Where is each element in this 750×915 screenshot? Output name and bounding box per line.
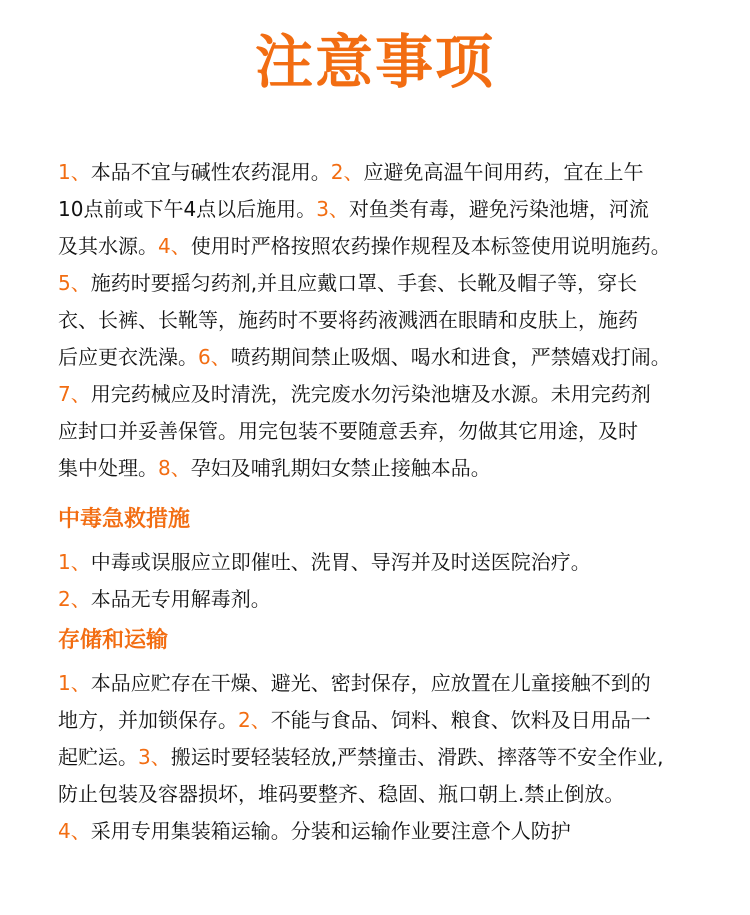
text-line	[58, 813, 718, 850]
item-number: 4、	[58, 819, 91, 843]
storage-heading: 存储和运输	[58, 628, 169, 653]
item-number: 2、	[58, 587, 91, 611]
item-text: 地方，并加锁保存。	[58, 708, 238, 732]
item-text: 采用专用集装箱运输。分装和运输作业要注意个人防护	[90, 819, 571, 843]
item-text: 孕妇及哺乳期妇女禁止接触本品。	[190, 456, 491, 480]
text-line	[58, 665, 718, 702]
storage-section	[58, 665, 718, 850]
item-text: 应避免高温午间用药，宜在上午	[363, 160, 644, 184]
item-text: 10点前或下午4点以后施用。	[58, 197, 317, 221]
item-number: 8、	[158, 456, 191, 480]
item-text: 本品无专用解毒剂。	[90, 587, 271, 611]
text-line	[58, 702, 718, 739]
item-number: 4、	[158, 234, 191, 258]
item-text: 应封口并妥善保管。用完包装不要随意丢弃，勿做其它用途，及时	[58, 419, 638, 443]
item-text: 不能与食品、饲料、粮食、饮料及日用品一	[270, 708, 651, 732]
text-line	[58, 265, 718, 302]
item-number: 1、	[58, 550, 91, 574]
item-number: 6、	[198, 345, 231, 369]
item-text: 喷药期间禁止吸烟、喝水和进食，严禁嬉戏打闹。	[230, 345, 671, 369]
text-line	[58, 191, 718, 228]
text-line	[58, 339, 718, 376]
item-text: 用完药械应及时清洗，洗完废水勿污染池塘及水源。未用完药剂	[90, 382, 651, 406]
item-number: 2、	[330, 160, 364, 184]
item-text: 施药时要摇匀药剂,并且应戴口罩、手套、长靴及帽子等，穿长	[90, 271, 638, 295]
item-number: 1、	[58, 671, 91, 695]
item-text: 本品应贮存在干燥、避光、密封保存，应放置在儿童接触不到的	[90, 671, 651, 695]
item-number: 5、	[58, 271, 91, 295]
item-text: 起贮运。	[58, 745, 138, 769]
text-line	[58, 581, 718, 618]
item-number: 3、	[316, 197, 349, 221]
item-text: 及其水源。	[58, 234, 158, 258]
text-line	[58, 376, 718, 413]
text-line	[58, 544, 718, 581]
first-aid-section	[58, 544, 718, 618]
text-line	[58, 413, 718, 450]
text-line	[58, 739, 718, 776]
page-title: 注意事项	[254, 28, 495, 96]
precautions-section	[58, 154, 718, 487]
item-text: 防止包装及容器损坏，堆码要整齐、稳固、瓶口朝上.禁止倒放。	[58, 782, 625, 806]
text-line	[58, 154, 718, 191]
item-text: 后应更衣洗澡。	[58, 345, 198, 369]
text-line	[58, 302, 718, 339]
item-text: 使用时严格按照农药操作规程及本标签使用说明施药。	[190, 234, 671, 258]
item-text: 搬运时要轻装轻放,严禁撞击、滑跌、摔落等不安全作业,	[170, 745, 664, 769]
item-text: 集中处理。	[58, 456, 158, 480]
item-text: 本品不宜与碱性农药混用。	[90, 160, 331, 184]
text-line	[58, 776, 718, 813]
item-number: 1、	[58, 160, 91, 184]
text-line	[58, 228, 718, 265]
item-number: 3、	[138, 745, 171, 769]
item-text: 衣、长裤、长靴等，施药时不要将药液溅洒在眼睛和皮肤上，施药	[58, 308, 638, 332]
text-line	[58, 450, 718, 487]
first-aid-heading: 中毒急救措施	[58, 507, 191, 532]
item-text: 中毒或误服应立即催吐、洗胃、导泻并及时送医院治疗。	[90, 550, 591, 574]
item-number: 7、	[58, 382, 91, 406]
item-text: 对鱼类有毒，避免污染池塘，河流	[348, 197, 649, 221]
item-number: 2、	[238, 708, 271, 732]
